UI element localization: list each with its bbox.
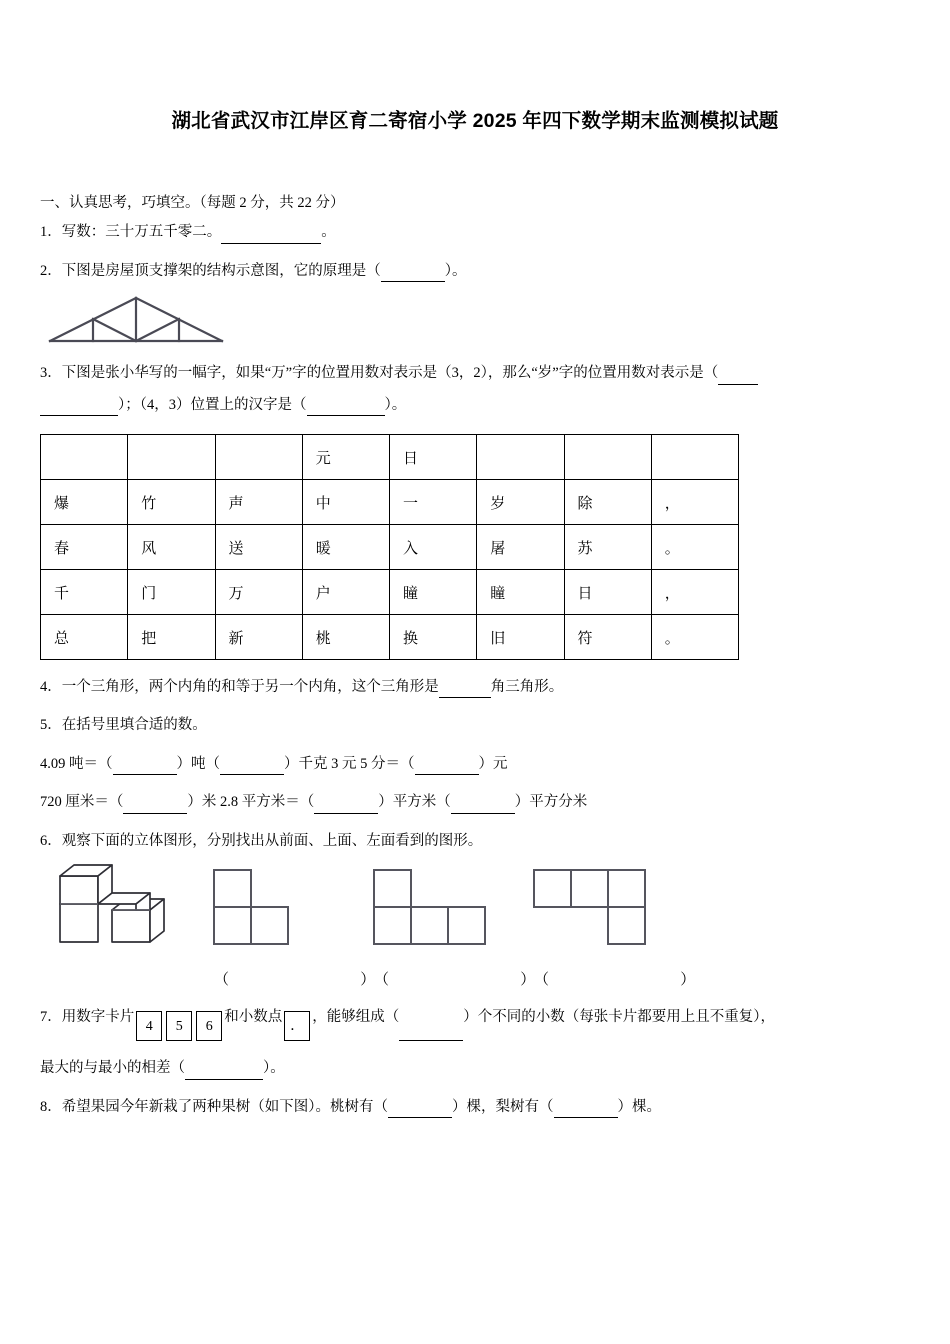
question-2-suffix: ）。 [444, 262, 467, 279]
grid-cell: 竹 [128, 480, 215, 525]
grid-cell: ， [651, 570, 738, 615]
question-7-blank-2[interactable] [185, 1065, 263, 1080]
question-3-text-c: ）。 [384, 396, 407, 413]
q5-l2-p2: ）米 2.8 平方米＝（ [187, 794, 315, 811]
q5-blank-6[interactable] [451, 799, 515, 814]
grid-cell: 屠 [477, 525, 564, 570]
q5-blank-4[interactable] [123, 799, 187, 814]
view-option-2-wrap[interactable] [368, 864, 498, 948]
view-option-2-answer-blank[interactable]: （ ） [374, 972, 566, 989]
question-8-blank-1[interactable] [388, 1104, 452, 1119]
grid-cell: 暖 [302, 525, 389, 570]
question-7-after-blank: ）个不同的小数（每张卡片都要用上且不重复）， [463, 1009, 775, 1026]
view-option-1-answer-blank[interactable]: （ ） [214, 972, 406, 989]
question-2-blank[interactable] [381, 267, 445, 282]
question-6-answer-parens [40, 968, 910, 990]
view-option-1[interactable] [208, 864, 304, 948]
question-3-text-b: ）；（4，3）位置上的汉字是（ [118, 396, 307, 413]
grid-cell: 声 [215, 480, 302, 525]
grid-cell: 旧 [477, 615, 564, 660]
view-option-2[interactable] [368, 864, 498, 948]
q8-p1: 8．希望果园今年新栽了两种果树（如下图）。桃树有（ [40, 1098, 388, 1115]
grid-cell [477, 435, 564, 480]
grid-cell: 中 [302, 480, 389, 525]
question-7-blank-1[interactable] [399, 1027, 463, 1042]
question-7-mid: 和小数点 [224, 1009, 283, 1026]
q5-blank-2[interactable] [220, 761, 284, 776]
question-1-blank[interactable] [221, 229, 321, 244]
question-2-prefix: 2．下图是房屋顶支撑架的结构示意图，它的原理是（ [40, 262, 381, 279]
number-card-5[interactable]: 5 [166, 1011, 192, 1041]
question-4-prefix: 4．一个三角形，两个内角的和等于另一个内角，这个三角形是 [40, 679, 439, 696]
q5-blank-1[interactable] [113, 761, 177, 776]
question-6-heading: 6．观察下面的立体图形，分别找出从前面、上面、左面看到的图形。 [40, 832, 483, 849]
grid-cell [128, 435, 215, 480]
question-4 [40, 660, 910, 698]
q5-l1-p4: ）元 [478, 755, 508, 772]
q5-l2-p1: 720 厘米＝（ [40, 794, 124, 811]
question-2 [40, 244, 910, 282]
grid-cell: 。 [651, 525, 738, 570]
roof-truss-figure [40, 282, 910, 346]
view-option-3[interactable] [528, 864, 658, 948]
question-7-after-dot: ，能够组成（ [312, 1009, 400, 1026]
question-3-blank-1a[interactable] [718, 370, 758, 385]
number-card-4[interactable]: 4 [136, 1011, 162, 1041]
grid-cell: 总 [41, 615, 128, 660]
grid-cell: 风 [128, 525, 215, 570]
view-option-1-wrap[interactable] [208, 864, 304, 948]
grid-cell: 千 [41, 570, 128, 615]
grid-cell [564, 435, 651, 480]
three-cube-solid [52, 862, 182, 950]
grid-cell: 苏 [564, 525, 651, 570]
grid-cell: 岁 [477, 480, 564, 525]
grid-cell: 把 [128, 615, 215, 660]
question-1-prefix: 1．写数：三十万五千零二。 [40, 224, 222, 241]
view-option-3-answer-blank[interactable]: （ ） [534, 972, 726, 989]
q5-blank-3[interactable] [415, 761, 479, 776]
question-7-line-1 [40, 990, 910, 1041]
roof-truss-diagram [46, 294, 226, 346]
grid-cell: 日 [564, 570, 651, 615]
question-5-heading: 5．在括号里填合适的数。 [40, 717, 207, 734]
question-3-blank-2[interactable] [307, 401, 385, 416]
question-8 [40, 1080, 910, 1118]
question-4-blank[interactable] [439, 684, 491, 699]
grid-cell: 户 [302, 570, 389, 615]
grid-cell [651, 435, 738, 480]
grid-cell [215, 435, 302, 480]
grid-cell: 元 [302, 435, 389, 480]
question-4-suffix: 角三角形。 [490, 679, 564, 696]
three-cube-solid-wrap [52, 862, 182, 950]
grid-cell [41, 435, 128, 480]
question-5-line-1 [40, 737, 910, 775]
question-3-line-2 [40, 385, 910, 416]
q5-l1-p3: ）千克 3 元 5 分＝（ [284, 755, 415, 772]
grid-cell: ， [651, 480, 738, 525]
question-1 [40, 215, 910, 243]
page-title: 湖北省武汉市江岸区育二寄宿小学 2025 年四下数学期末监测模拟试题 [171, 110, 779, 132]
grid-cell: 。 [651, 615, 738, 660]
table-row [41, 525, 739, 570]
question-3-text-a: 3．下图是张小华写的一幅字，如果“万”字的位置用数对表示是（3，2），那么“岁”字的位置用数对表示是（ [40, 365, 719, 382]
q5-l1-p1: 4.09 吨＝（ [40, 755, 113, 772]
q8-p2: ）棵，梨树有（ [452, 1098, 554, 1115]
grid-cell: 瞳 [390, 570, 477, 615]
question-1-suffix: 。 [321, 224, 336, 241]
grid-cell: 一 [390, 480, 477, 525]
grid-cell: 送 [215, 525, 302, 570]
grid-cell: 入 [390, 525, 477, 570]
grid-cell: 爆 [41, 480, 128, 525]
number-card-6[interactable]: 6 [196, 1011, 222, 1041]
q5-blank-5[interactable] [314, 799, 378, 814]
grid-cell: 春 [41, 525, 128, 570]
question-5-line-2 [40, 775, 910, 813]
q5-l1-p2: ）吨（ [176, 755, 220, 772]
q5-l2-p4: ）平方分米 [514, 794, 588, 811]
question-3-line-1 [40, 346, 910, 384]
grid-cell: 桃 [302, 615, 389, 660]
grid-cell: 日 [390, 435, 477, 480]
grid-cell: 符 [564, 615, 651, 660]
grid-cell: 瞳 [477, 570, 564, 615]
q5-l2-p3: ）平方米（ [378, 794, 451, 811]
question-3-blank-1b[interactable] [40, 401, 118, 416]
grid-cell: 万 [215, 570, 302, 615]
question-8-blank-2[interactable] [554, 1104, 618, 1119]
question-7-line-2 [40, 1041, 910, 1079]
grid-cell: 换 [390, 615, 477, 660]
decimal-point-card[interactable]: ． [284, 1011, 310, 1041]
grid-cell: 除 [564, 480, 651, 525]
section-one-heading: 一、认真思考，巧填空。（每题 2 分，共 22 分） [40, 195, 345, 212]
q7-l2-p2: ）。 [263, 1060, 285, 1077]
grid-cell: 新 [215, 615, 302, 660]
table-row [41, 480, 739, 525]
table-row [41, 435, 739, 480]
grid-cell: 门 [128, 570, 215, 615]
q7-l2-p1: 最大的与最小的相差（ [40, 1060, 185, 1077]
q8-p3: ）棵。 [617, 1098, 661, 1115]
poem-grid-body [41, 435, 739, 660]
view-option-3-wrap[interactable] [528, 864, 658, 948]
table-row [41, 615, 739, 660]
table-row [41, 570, 739, 615]
poem-character-grid [40, 434, 739, 660]
question-7-prefix: 7．用数字卡片 [40, 1009, 135, 1026]
question-6-figures [40, 860, 910, 968]
